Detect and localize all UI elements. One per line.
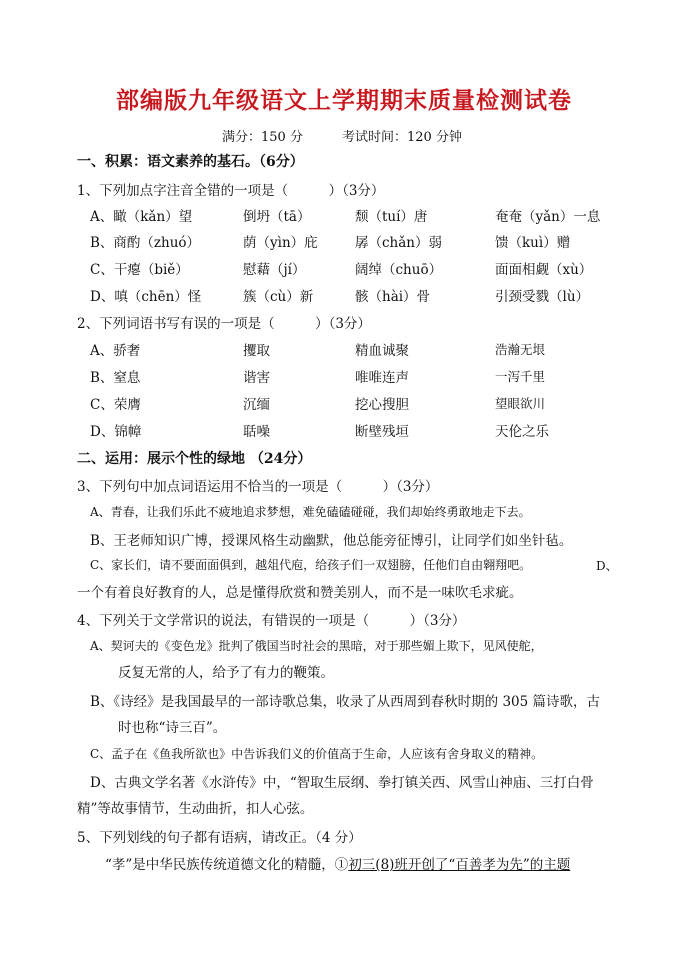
q1-option-b-3: 孱（chǎn）弱 bbox=[355, 235, 442, 251]
q3-option-d: 一个有着良好教育的人，总是懂得欣赏和赞美别人，而不是一味吹毛求疵。 bbox=[77, 585, 523, 601]
question-1-stem: 1、下列加点字注音全错的一项是（ ）（3分） bbox=[77, 183, 385, 199]
q4-option-d-line-1: D、古典文学名著《水浒传》中，“智取生辰纲、拳打镇关西、风雪山神庙、三打白骨 bbox=[90, 775, 594, 791]
q4-option-a-line-1: A、契诃夫的《变色龙》批判了俄国当时社会的黑暗，对于那些媚上欺下，见风使舵， bbox=[90, 639, 543, 653]
q1-option-b-2: 荫（yìn）庇 bbox=[243, 235, 318, 251]
q3-option-b: B、王老师知识广博，授课风格生动幽默，他总能旁征博引，让同学们如坐针毡。 bbox=[90, 533, 573, 549]
q2-option-d-4: 天伦之乐 bbox=[495, 424, 549, 440]
q2-option-d-2: 聒噪 bbox=[243, 424, 270, 440]
q2-option-c-3: 挖心搜胆 bbox=[355, 397, 409, 413]
q1-option-d-2: 簇（cù）新 bbox=[243, 289, 314, 305]
exam-time: 考试时间：120 分钟 bbox=[342, 130, 462, 145]
question-2-stem: 2、下列词语书写有误的一项是（ ）（3分） bbox=[77, 316, 371, 332]
q2-option-a-1: A、骄奢 bbox=[90, 343, 141, 359]
q2-option-b-3: 唯唯连声 bbox=[355, 370, 409, 386]
q5-passage bbox=[105, 853, 570, 873]
q4-option-b-line-1: B、《诗经》是我国最早的一部诗歌总集，收录了从西周到春秋时期的 305 篇诗歌，古 bbox=[90, 694, 601, 710]
q1-option-c-4: 面面相觑（xù） bbox=[495, 262, 593, 278]
q2-option-b-4: 一泻千里 bbox=[495, 369, 546, 384]
page-title: 部编版九年级语文上学期期末质量检测试卷 bbox=[116, 88, 572, 114]
full-score: 满分：150 分 bbox=[222, 130, 303, 145]
question-5-stem: 5、下列划线的句子都有语病，请改正。（4 分） bbox=[77, 830, 362, 846]
q1-option-b-4: 馈（kuì）赠 bbox=[495, 235, 571, 251]
q4-option-c: C、孟子在《鱼我所欲也》中告诉我们义的价值高于生命，人应该有舍身取义的精神。 bbox=[90, 747, 544, 761]
q2-option-d-3: 断壁残垣 bbox=[355, 424, 409, 440]
q2-option-c-2: 沉缅 bbox=[243, 397, 270, 413]
q4-option-a-line-2: 反复无常的人，给予了有力的鞭策。 bbox=[118, 665, 334, 681]
q1-option-a-1: A、瞰（kǎn）望 bbox=[90, 209, 193, 225]
q2-option-c-1: C、荣膺 bbox=[90, 397, 141, 413]
question-4-stem: 4、下列关于文学常识的说法，有错误的一项是（ ）（3分） bbox=[77, 613, 466, 629]
q1-option-d-3: 骸（hài）骨 bbox=[355, 289, 431, 305]
q2-option-d-1: D、锦幛 bbox=[90, 424, 142, 440]
q2-option-b-1: B、窒息 bbox=[90, 370, 141, 386]
q1-option-b-1: B、商酌（zhuó） bbox=[90, 235, 201, 251]
q2-option-c-4: 望眼欲川 bbox=[495, 396, 546, 411]
q3-option-a: A、青春，让我们乐此不疲地追求梦想，难免磕磕碰碰，我们却始终勇敢地走下去。 bbox=[90, 505, 531, 519]
q1-option-a-2: 倒坍（tā） bbox=[243, 209, 311, 225]
q4-option-d-line-2: 精”等故事情节，生动曲折，扣人心弦。 bbox=[77, 801, 314, 817]
q1-option-c-1: C、干瘪（biě） bbox=[90, 262, 189, 278]
q1-option-c-2: 慰藉（jí） bbox=[243, 262, 306, 278]
q1-option-c-3: 阔绰（chuō） bbox=[355, 262, 443, 278]
question-3-stem: 3、下列句中加点词语运用不恰当的一项是（ ）（3分） bbox=[77, 479, 439, 495]
q5-underlined-sentence: 初三(8)班开创了“百善孝为先”的主题 bbox=[348, 857, 571, 873]
q2-option-b-2: 谐害 bbox=[243, 370, 270, 386]
q1-option-a-3: 颓（tuí）唐 bbox=[355, 209, 428, 225]
section-2-heading: 二、运用：展示个性的绿地 （24分） bbox=[77, 451, 312, 467]
q2-option-a-3: 精血诚聚 bbox=[355, 343, 409, 359]
q1-option-d-1: D、嗔（chēn）怪 bbox=[90, 289, 202, 305]
q3-option-c: C、家长们，请不要面面俱到，越俎代庖，给孩子们一双翅膀，任他们自由翱翔吧。 bbox=[90, 558, 532, 572]
q2-option-a-4: 浩瀚无垠 bbox=[495, 342, 546, 357]
q1-option-d-4: 引颈受戮（lù） bbox=[495, 289, 590, 305]
q3-option-d-label: D、 bbox=[596, 559, 618, 573]
section-1-heading: 一、积累：语文素养的基石。（6分） bbox=[77, 154, 304, 170]
q5-passage-intro: “孝”是中华民族传统道德文化的精髓，① bbox=[105, 857, 349, 873]
q1-option-a-4: 奄奄（yǎn）一息 bbox=[495, 209, 601, 225]
q2-option-a-2: 攫取 bbox=[243, 343, 270, 359]
q4-option-b-line-2: 时也称“诗三百”。 bbox=[118, 720, 227, 736]
